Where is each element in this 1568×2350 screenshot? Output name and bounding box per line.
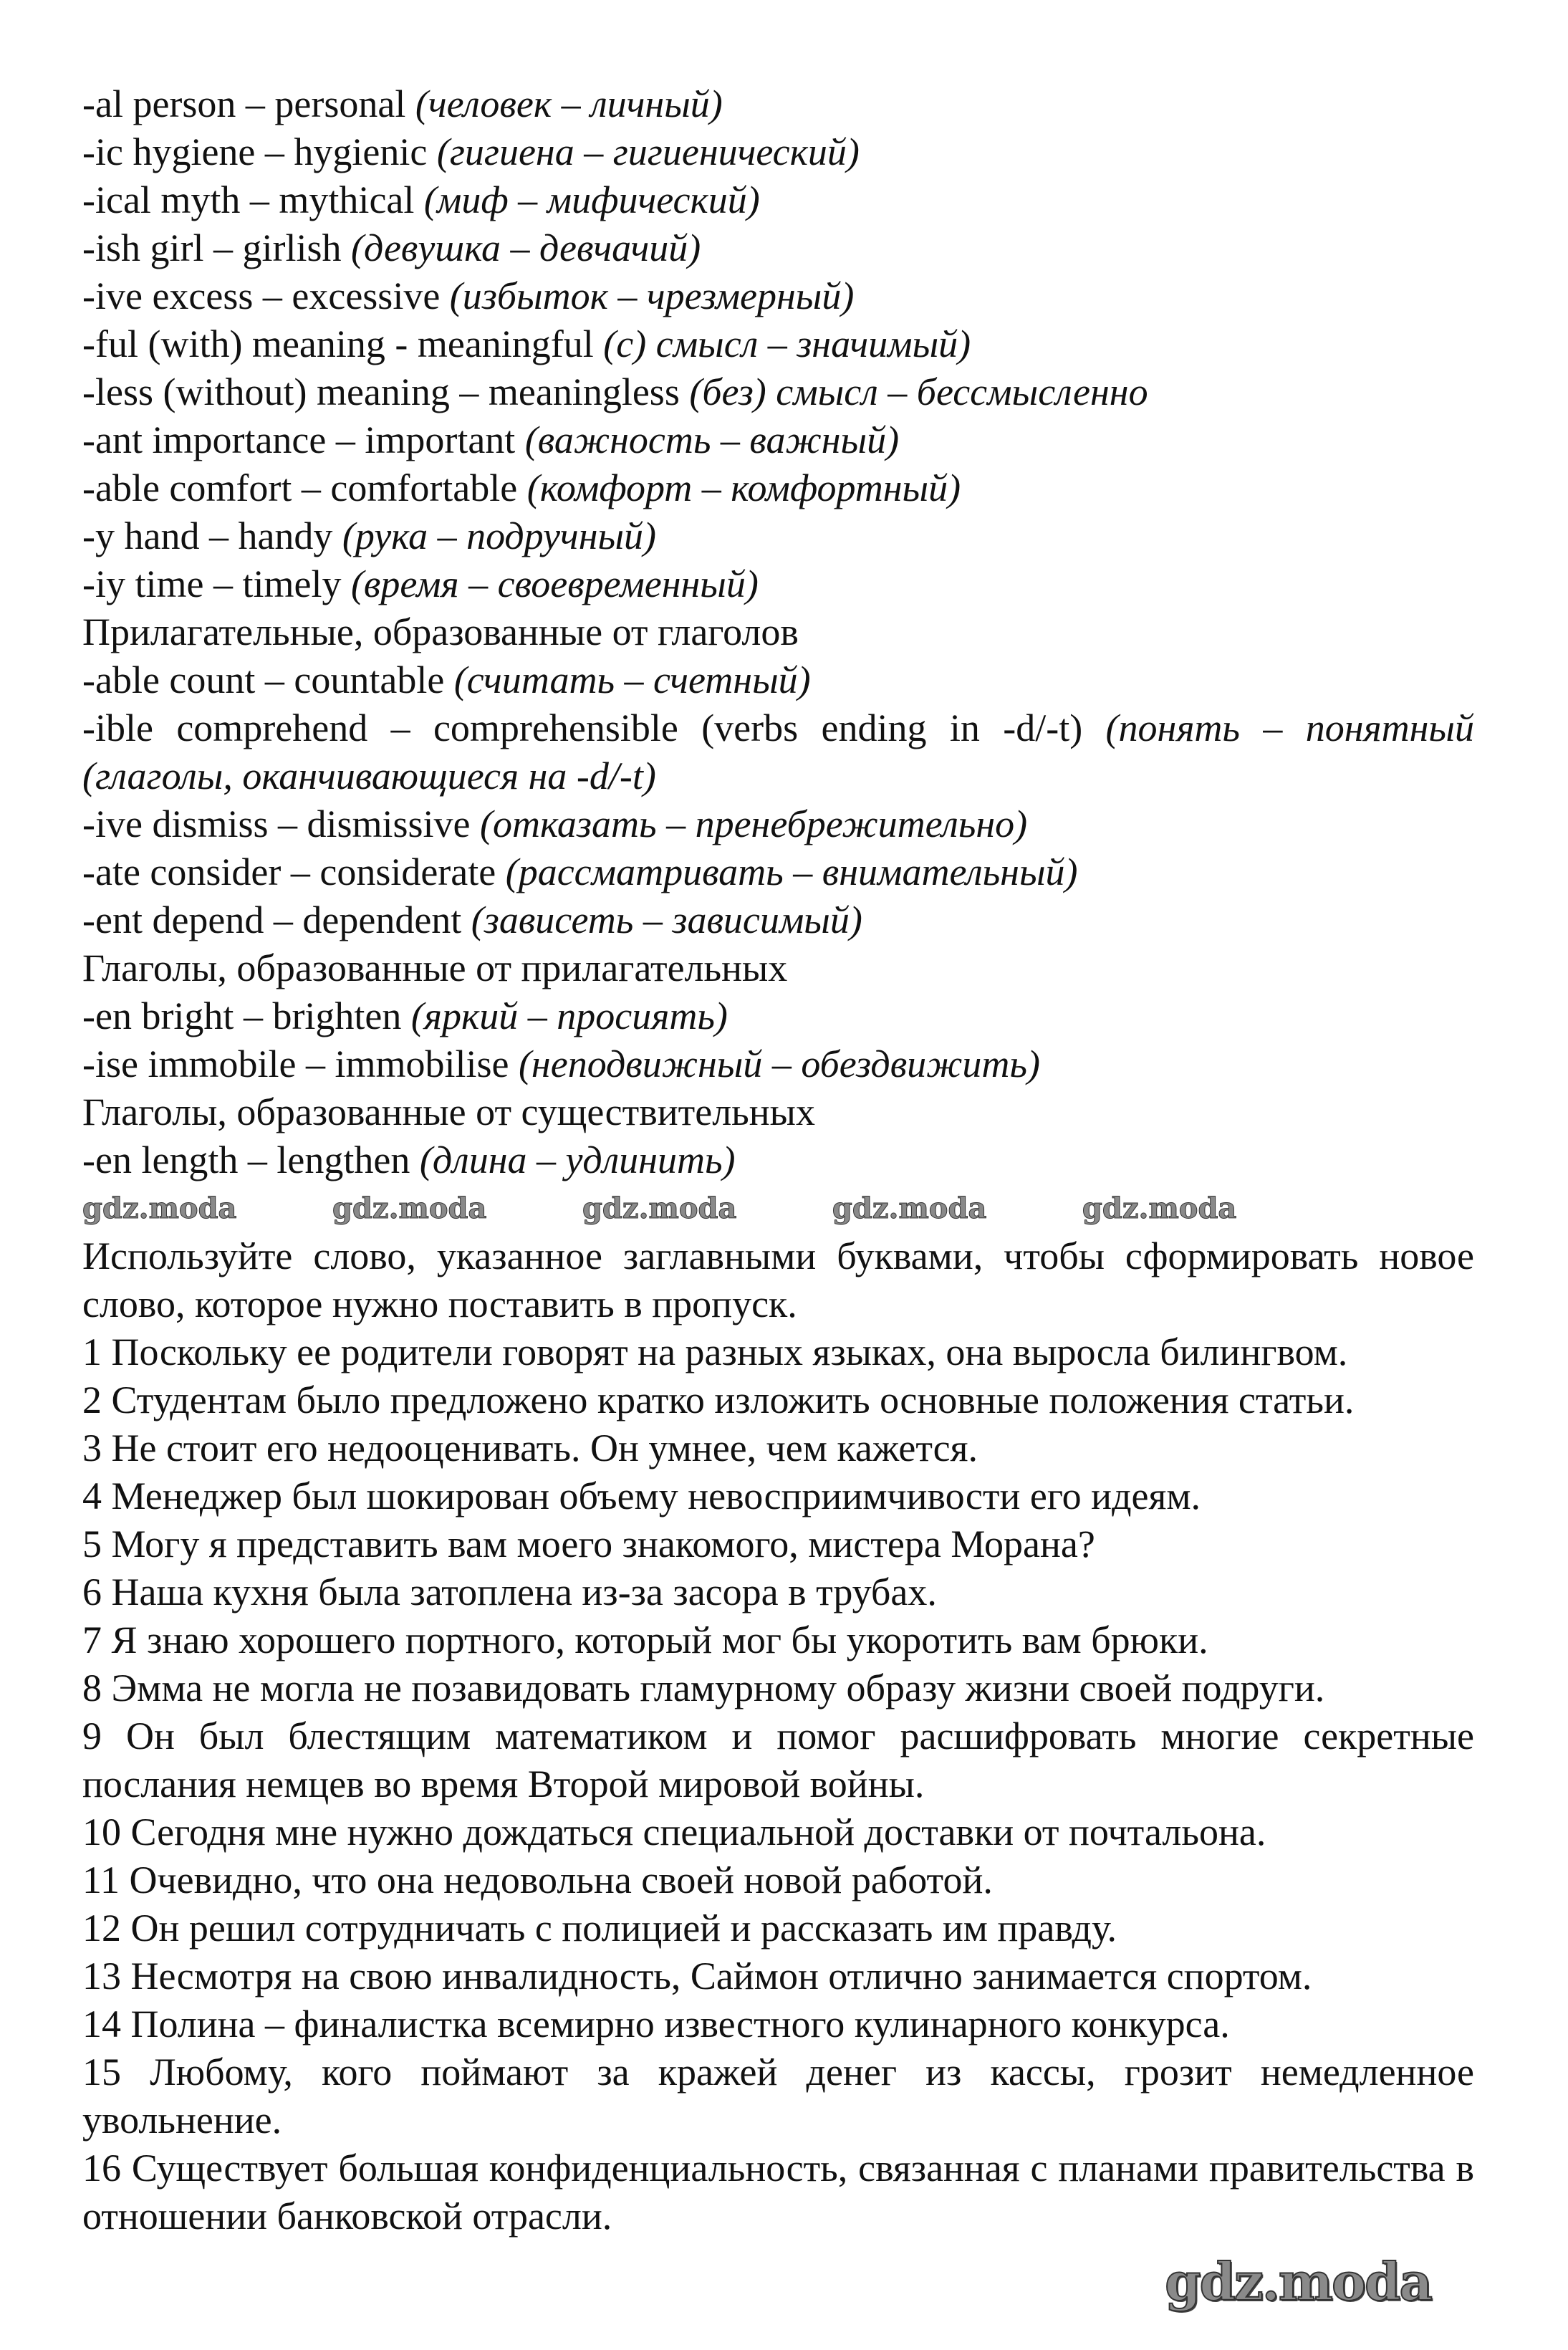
russian-translation: (рука – подручный) (342, 514, 657, 557)
word-formation-entry (82, 80, 1474, 128)
english-example: -ise immobile – immobilise (82, 1042, 519, 1085)
word-formation-entry (82, 176, 1474, 224)
russian-translation: (важность – важный) (524, 418, 900, 461)
noun-to-adjective-list (82, 80, 1474, 608)
word-formation-entry (82, 368, 1474, 416)
word-formation-entry (82, 896, 1474, 944)
russian-translation: (с) смысл – значимый) (603, 322, 971, 365)
russian-translation: (человек – личный) (415, 82, 723, 125)
russian-translation: (комфорт – комфортный) (526, 466, 961, 509)
sentence-list (82, 1328, 1474, 2240)
english-example: -al person – personal (82, 82, 415, 125)
exercise-sentence: 8 Эмма не могла не позавидовать гламурному образу жизни своей подруги. (82, 1666, 1325, 1709)
exercise-sentence: 2 Студентам было предложено кратко изложить основные положения статьи. (82, 1378, 1355, 1421)
word-formation-entry (82, 224, 1474, 272)
english-example: -ate consider – considerate (82, 850, 506, 893)
russian-translation: (гигиена – гигиенический) (436, 130, 860, 173)
russian-translation: (длина – удлинить) (419, 1138, 736, 1181)
document-body (82, 80, 1474, 2318)
word-formation-entry (82, 656, 1474, 704)
word-formation-entry (82, 512, 1474, 560)
english-example: -ic hygiene – hygienic (82, 130, 437, 173)
exercise-sentence: 10 Сегодня мне нужно дождаться специальной доставки от почтальона. (82, 1811, 1266, 1853)
exercise-sentence: 15 Любому, кого поймают за кражей денег из кассы, грозит немедленное увольнение. (82, 2051, 1474, 2142)
word-formation-entry (82, 272, 1474, 320)
noun-to-verb-list (82, 1136, 1474, 1184)
english-example: -y hand – handy (82, 514, 342, 557)
russian-translation: (без) смысл – бессмысленно (689, 370, 1148, 413)
word-formation-entry (82, 416, 1474, 464)
english-example: -ive excess – excessive (82, 274, 450, 317)
english-example: -less (without) meaning – meaningless (82, 370, 690, 413)
watermark-logo: gdz.moda (1165, 2251, 1431, 2312)
watermark-bottom (82, 2246, 1474, 2318)
russian-translation: (избыток – чрезмерный) (449, 274, 855, 317)
english-example: -ant importance – important (82, 418, 525, 461)
adjective-to-verb-list (82, 992, 1474, 1088)
english-example: -ical myth – mythical (82, 178, 424, 221)
watermark-logo: gdz.moda (1082, 1191, 1237, 1225)
exercise-sentence: 9 Он был блестящим математиком и помог расшифровать многие секретные послания немцев во время Второй мировой войны. (82, 1714, 1474, 1805)
section-heading-adjectives-from-verbs: Прилагательные, образованные от глаголов (82, 610, 799, 653)
english-example: -ive dismiss – dismissive (82, 802, 481, 845)
russian-translation: (рассматривать – внимательный) (505, 850, 1078, 893)
exercise-sentence: 7 Я знаю хорошего портного, который мог бы укоротить вам брюки. (82, 1618, 1208, 1661)
word-formation-entry (82, 1040, 1474, 1088)
watermark-logo: gdz.moda (832, 1191, 987, 1225)
russian-translation: (яркий – просиять) (410, 994, 728, 1037)
word-formation-entry (82, 1136, 1474, 1184)
word-formation-entry (82, 560, 1474, 608)
word-formation-entry (82, 128, 1474, 176)
english-example: -en bright – brighten (82, 994, 411, 1037)
english-example: -ful (with) meaning - meaningful (82, 322, 604, 365)
word-formation-entry (82, 464, 1474, 512)
word-formation-entry (82, 704, 1474, 800)
english-example: -iy time – timely (82, 562, 351, 605)
russian-translation: (миф – мифический) (423, 178, 760, 221)
exercise-sentence: 13 Несмотря на свою инвалидность, Саймон отлично занимается спортом. (82, 1955, 1312, 1998)
russian-translation: (считать – счетный) (453, 658, 811, 701)
russian-translation: (отказать – пренебрежительно) (480, 802, 1028, 845)
section-heading-verbs-from-nouns: Глаголы, образованные от существительных (82, 1090, 815, 1133)
word-formation-entry (82, 848, 1474, 896)
word-formation-entry (82, 800, 1474, 848)
watermark-spacer-line (82, 1184, 1474, 1232)
english-example: -ish girl – girlish (82, 226, 351, 269)
russian-translation: (зависеть – зависимый) (471, 898, 862, 941)
word-formation-entry (82, 320, 1474, 368)
exercise-sentence: 1 Поскольку ее родители говорят на разных языках, она выросла билингвом. (82, 1330, 1348, 1373)
english-example: -ible comprehend – comprehensible (verbs ending in -d/-t) (82, 706, 1106, 749)
word-formation-entry (82, 992, 1474, 1040)
english-example: -able comfort – comfortable (82, 466, 527, 509)
russian-translation: (девушка – девчачий) (351, 226, 701, 269)
english-example: -en length – lengthen (82, 1138, 420, 1181)
exercise-sentence: 3 Не стоит его недооценивать. Он умнее, чем кажется. (82, 1426, 978, 1469)
verb-to-adjective-list (82, 656, 1474, 944)
watermark-logo: gdz.moda (582, 1191, 737, 1225)
exercise-sentence: 12 Он решил сотрудничать с полицией и рассказать им правду. (82, 1907, 1117, 1949)
english-example: -ent depend – dependent (82, 898, 471, 941)
exercise-sentence: 16 Существует большая конфиденциальность, связанная с планами правительства в отношении банковской отрасли. (82, 2147, 1474, 2238)
watermark-logo: gdz.moda (82, 1191, 237, 1225)
russian-translation: (время – своевременный) (350, 562, 759, 605)
watermark-logo: gdz.moda (332, 1191, 487, 1225)
russian-translation: (неподвижный – обездвижить) (518, 1042, 1040, 1085)
exercise-sentence: 4 Менеджер был шокирован объему невосприимчивости его идеям. (82, 1474, 1201, 1517)
exercise-sentence: 6 Наша кухня была затоплена из-за засора в трубах. (82, 1570, 937, 1613)
english-example: -able count – countable (82, 658, 454, 701)
exercise-sentence: 5 Могу я представить вам моего знакомого, мистера Морана? (82, 1522, 1095, 1565)
exercise-instruction: Используйте слово, указанное заглавными буквами, чтобы сформировать новое слово, которое нужно поставить в пропуск. (82, 1234, 1474, 1325)
russian-translation: (понять – понятный (глаголы, оканчивающиеся на -d/-t) (82, 706, 1474, 797)
exercise-sentence: 11 Очевидно, что она недовольна своей новой работой. (82, 1859, 993, 1901)
section-heading-verbs-from-adjectives: Глаголы, образованные от прилагательных (82, 946, 788, 989)
exercise-sentence: 14 Полина – финалистка всемирно известного кулинарного конкурса. (82, 2003, 1230, 2046)
